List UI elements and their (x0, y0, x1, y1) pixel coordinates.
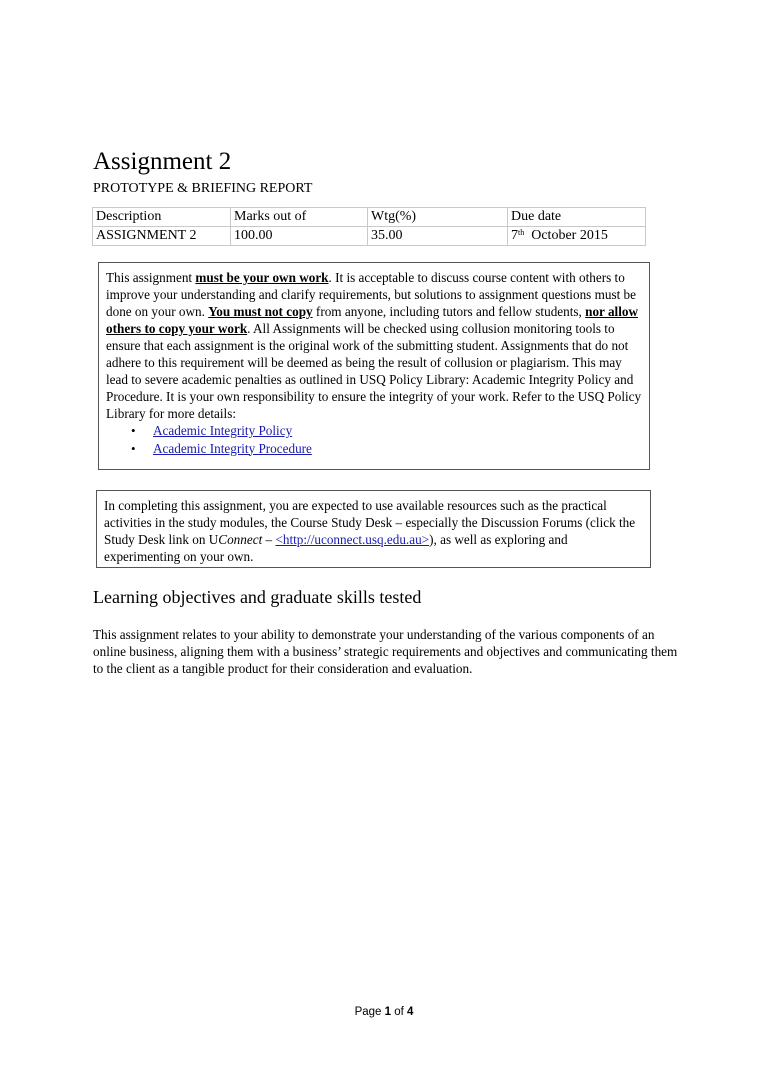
header-weight: Wtg(%) (368, 208, 508, 227)
header-marks: Marks out of (231, 208, 368, 227)
integrity-text-1: This assignment (106, 270, 196, 285)
header-description: Description (93, 208, 231, 227)
resources-paragraph (104, 497, 645, 565)
cell-marks: 100.00 (231, 227, 368, 246)
due-day: 7 (511, 228, 518, 243)
list-item (106, 440, 644, 458)
section-heading: Learning objectives and graduate skills tested (93, 587, 422, 607)
page-total: 4 (407, 1006, 414, 1018)
cell-weight: 35.00 (368, 227, 508, 246)
footer-prefix: Page (354, 1006, 385, 1018)
header-due-date: Due date (508, 208, 646, 227)
due-day-suffix: th (518, 228, 525, 237)
resources-text-1: In completing this assignment, you are expected to use available resources such as the practical activities in the study modules, the Course Study Desk – especially the Discussion Forums (click the Study Desk link on U (104, 498, 636, 547)
cell-due-date (508, 227, 646, 246)
academic-integrity-procedure-link[interactable]: Academic Integrity Procedure (153, 440, 312, 456)
bullet-icon: • (131, 423, 136, 438)
table-row (93, 227, 646, 246)
cell-description: ASSIGNMENT 2 (93, 227, 231, 246)
resources-italic: Connect (218, 532, 263, 547)
list-item (106, 422, 644, 440)
resources-notice (96, 490, 651, 568)
table-header-row (93, 208, 646, 227)
resources-text-3: ), as well as exploring and experimenting on your own. (104, 532, 568, 564)
academic-integrity-policy-link[interactable]: Academic Integrity Policy (153, 423, 293, 438)
integrity-emphasis-3: nor allow others to copy your work (106, 304, 639, 336)
integrity-emphasis-1: must be your own work (195, 270, 329, 285)
integrity-emphasis-2: You must not copy (208, 304, 313, 319)
page-footer (0, 1005, 768, 1019)
integrity-text-4: . All Assignments will be checked using collusion monitoring tools to ensure that each assignment is the original work of the submitting student. Assignments that do not adhere to this requirement will be deemed as being the result of collusion or plagiarism. This may lead to severe academic penalties as outlined in USQ Policy Library: Academic Integrity Policy and Procedure. It is your own responsibility to ensure the integrity of your work. Refer to the USQ Policy Library for more details: (106, 321, 642, 421)
uconnect-link[interactable]: <http://uconnect.usq.edu.au> (275, 532, 430, 547)
integrity-text-2: . It is acceptable to discuss course content with others to improve your understanding and clarify requirements, but solutions to assignment questions must be done on your own. (106, 270, 636, 319)
document-subtitle: PROTOTYPE & BRIEFING REPORT (93, 181, 313, 196)
integrity-text-3: from anyone, including tutors and fellow students, (312, 304, 586, 319)
integrity-paragraph (106, 269, 644, 422)
assignment-summary-table (92, 207, 646, 246)
policy-link-list (106, 422, 644, 457)
academic-integrity-notice (98, 262, 650, 470)
document-title: Assignment 2 (93, 148, 232, 175)
page-number: 1 (384, 1006, 392, 1018)
footer-middle: of (391, 1006, 408, 1018)
due-month-year: October 2015 (531, 228, 608, 243)
bullet-icon: • (131, 440, 136, 456)
resources-text-2: – (262, 532, 276, 547)
section-paragraph: This assignment relates to your ability to demonstrate your understanding of the various components of an online business, aligning them with a business’ strategic requirements and objectives and communicating them to the client as a tangible product for their consideration and evaluation. (93, 627, 678, 676)
section-body (93, 626, 683, 677)
